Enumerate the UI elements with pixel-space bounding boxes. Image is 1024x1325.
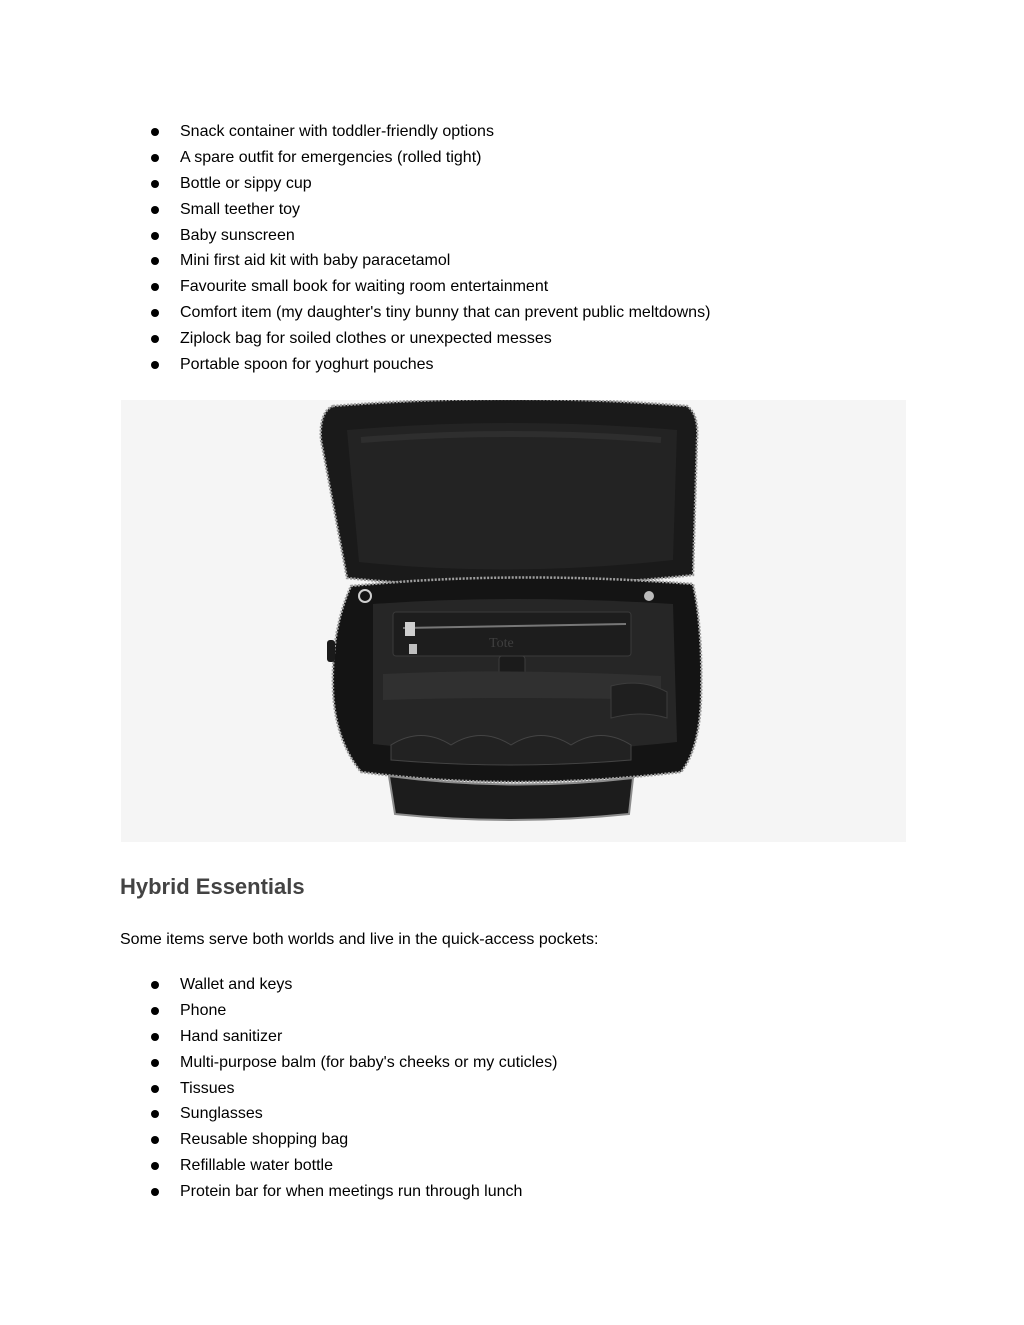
bullet-icon <box>151 154 159 162</box>
list-item-text: Multi-purpose balm (for baby's cheeks or my cuticles) <box>180 1053 558 1071</box>
list-item <box>150 300 710 326</box>
list-item <box>150 1153 557 1179</box>
list-item <box>150 248 710 274</box>
bullet-icon <box>151 1188 159 1196</box>
bullet-icon <box>151 1059 159 1067</box>
bullet-icon <box>151 206 159 214</box>
list-item <box>150 145 710 171</box>
backpack-photo <box>121 400 906 842</box>
list-item-text: Mini first aid kit with baby paracetamol <box>180 252 451 270</box>
toddler-items-list <box>150 119 710 378</box>
section-heading: Hybrid Essentials <box>120 874 305 899</box>
list-item-text: Portable spoon for yoghurt pouches <box>180 356 434 374</box>
list-item-text: Reusable shopping bag <box>180 1131 349 1149</box>
list-item <box>150 1127 557 1153</box>
list-item-text: Favourite small book for waiting room entertainment <box>180 278 549 296</box>
list-item <box>150 352 710 378</box>
bullet-icon <box>151 257 159 265</box>
list-item <box>150 1024 557 1050</box>
bullet-icon <box>151 128 159 136</box>
hybrid-items-list <box>150 972 557 1205</box>
list-item-text: Phone <box>180 1001 227 1019</box>
bullet-icon <box>151 180 159 188</box>
bullet-icon <box>151 309 159 317</box>
list-item <box>150 197 710 223</box>
list-item <box>150 119 710 145</box>
brand-mark-text: Tote <box>489 636 514 651</box>
list-item-text: Baby sunscreen <box>180 226 295 244</box>
bullet-icon <box>151 232 159 240</box>
bullet-icon <box>151 1085 159 1093</box>
section-intro: Some items serve both worlds and live in the quick-access pockets: <box>120 931 599 948</box>
bullet-icon <box>151 1162 159 1170</box>
list-item <box>150 1076 557 1102</box>
list-item-text: Small teether toy <box>180 200 301 218</box>
list-item-text: Tissues <box>180 1079 235 1097</box>
list-item <box>150 1050 557 1076</box>
list-item <box>150 326 710 352</box>
list-item <box>150 998 557 1024</box>
list-item-text: A spare outfit for emergencies (rolled tight) <box>180 148 482 166</box>
bullet-icon <box>151 1033 159 1041</box>
list-item <box>150 1179 557 1205</box>
list-item <box>150 274 710 300</box>
list-item-text: Wallet and keys <box>180 976 293 993</box>
list-item-text: Sunglasses <box>180 1105 263 1123</box>
list-item-text: Snack container with toddler-friendly options <box>180 123 494 140</box>
bullet-icon <box>151 1007 159 1015</box>
bullet-icon <box>151 361 159 369</box>
list-item <box>150 972 557 998</box>
list-item <box>150 1101 557 1127</box>
list-item <box>150 171 710 197</box>
bullet-icon <box>151 283 159 291</box>
list-item-text: Ziplock bag for soiled clothes or unexpected messes <box>180 330 552 348</box>
bullet-icon <box>151 335 159 343</box>
open-backpack-illustration <box>121 400 906 842</box>
list-item <box>150 223 710 249</box>
list-item-text: Comfort item (my daughter's tiny bunny that can prevent public meltdowns) <box>180 304 711 322</box>
list-item-text: Protein bar for when meetings run through lunch <box>180 1183 523 1201</box>
bullet-icon <box>151 1110 159 1118</box>
bullet-icon <box>151 1136 159 1144</box>
list-item-text: Hand sanitizer <box>180 1027 283 1045</box>
list-item-text: Bottle or sippy cup <box>180 174 312 192</box>
list-item-text: Refillable water bottle <box>180 1157 333 1175</box>
bullet-icon <box>151 981 159 989</box>
